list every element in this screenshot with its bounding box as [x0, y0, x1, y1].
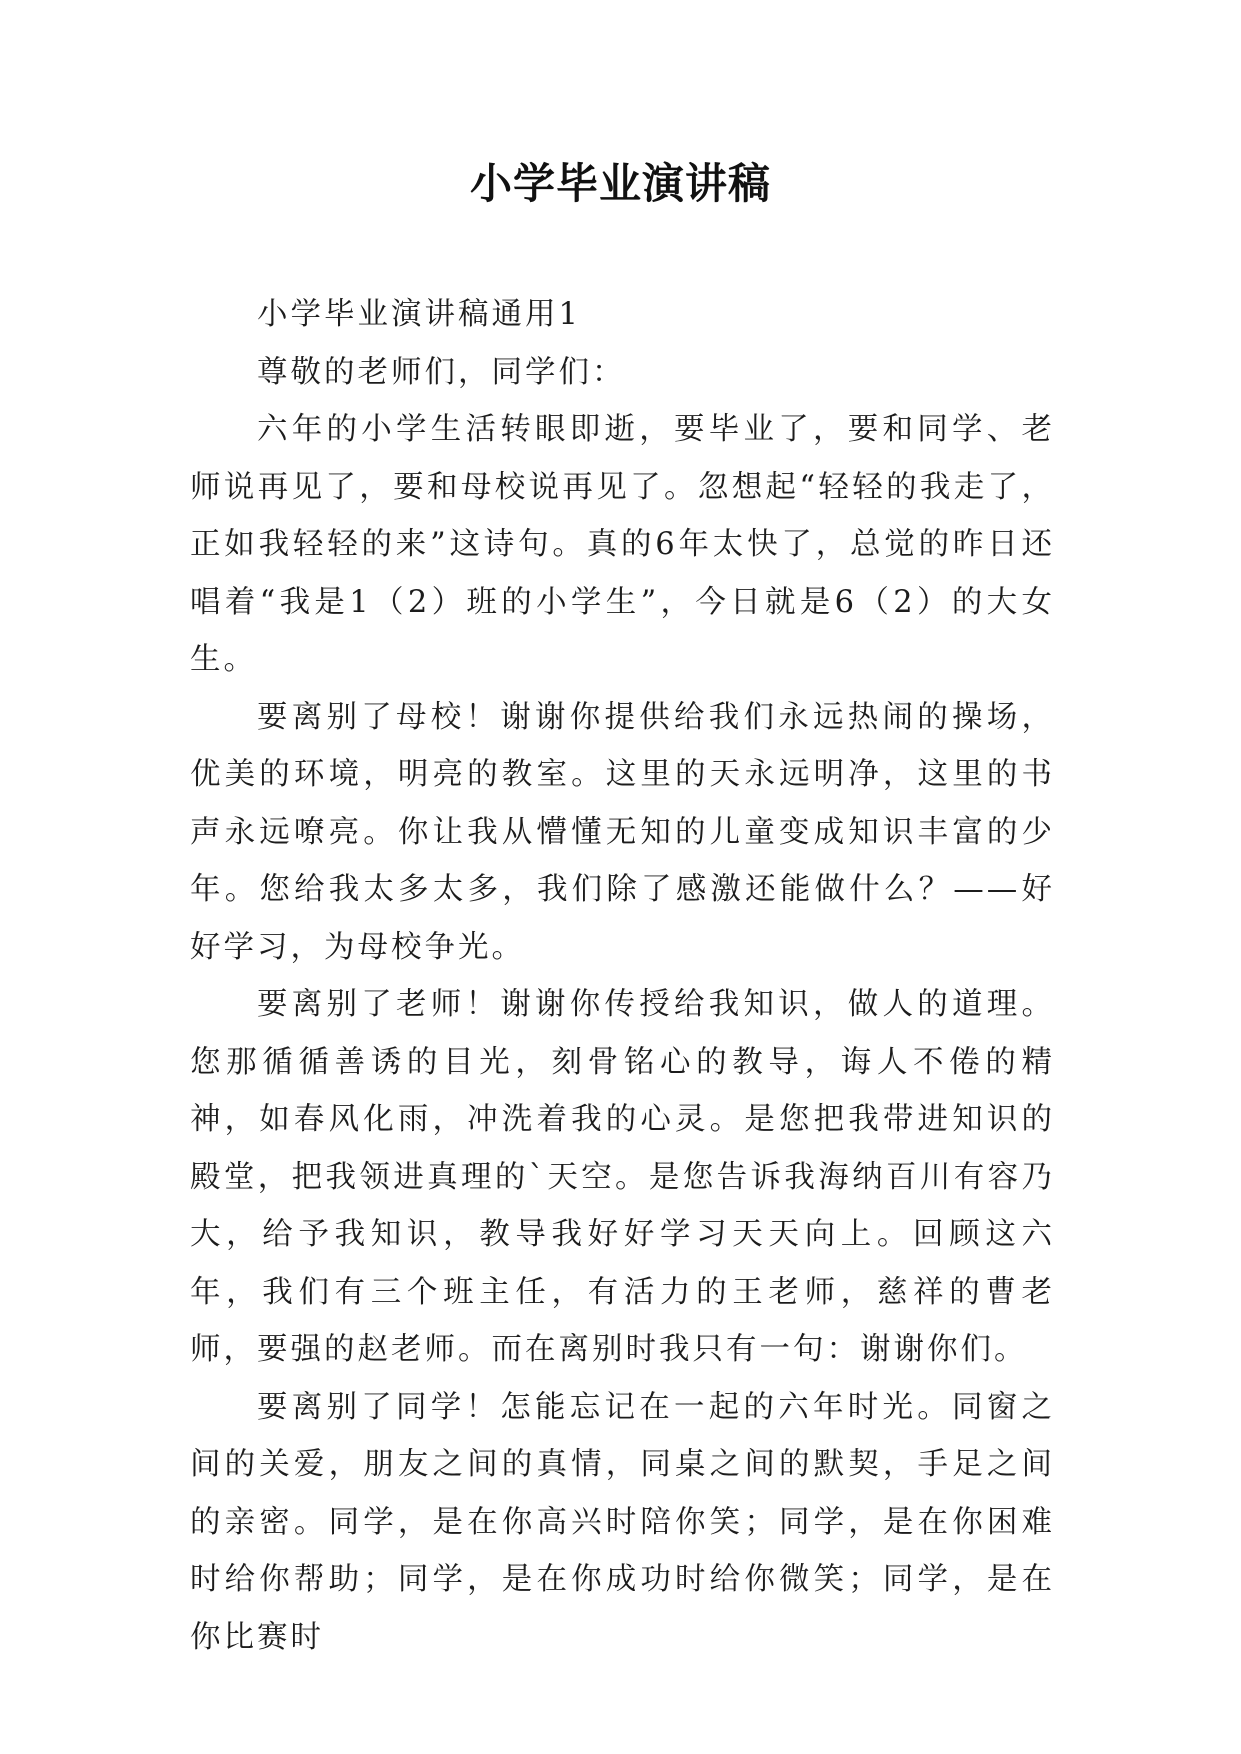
section-heading: 小学毕业演讲稿通用1 [257, 297, 581, 332]
body-paragraph: 六年的小学生活转眼即逝，要毕业了，要和同学、老师说再见了，要和母校说再见了。忽想起“轻轻的我走了，正如我轻轻的来”这诗句。真的6年太快了，总觉的昨日还唱着“我是1（2）班的小学生”，今日就是6（2）的大女生。 [190, 412, 1055, 677]
body-paragraph: 要离别了老师！谢谢你传授给我知识，做人的道理。您那循循善诱的目光，刻骨铭心的教导，诲人不倦的精神，如春风化雨，冲洗着我的心灵。是您把我带进知识的殿堂，把我领进真理的`天空。是您告诉我海纳百川有容乃大，给予我知识，教导我好好学习天天向上。回顾这六年，我们有三个班主任，有活力的王老师，慈祥的曹老师，要强的赵老师。而在离别时我只有一句：谢谢你们。 [190, 987, 1055, 1367]
salutation: 尊敬的老师们，同学们： [257, 354, 626, 390]
body-paragraph: 要离别了母校！谢谢你提供给我们永远热闹的操场，优美的环境，明亮的教室。这里的天永远明净，这里的书声永远嘹亮。你让我从懵懂无知的儿童变成知识丰富的少年。您给我太多太多，我们除了感激还能做什么？——好好学习，为母校争光。 [190, 699, 1055, 965]
document-body [190, 286, 1055, 1666]
document-title: 小学毕业演讲稿 [469, 159, 771, 208]
body-paragraph: 要离别了同学！怎能忘记在一起的六年时光。同窗之间的关爱，朋友之间的真情，同桌之间的默契，手足之间的亲密。同学，是在你高兴时陪你笑；同学，是在你困难时给你帮助；同学，是在你成功时给你微笑；同学，是在你比赛时 [190, 1389, 1055, 1655]
